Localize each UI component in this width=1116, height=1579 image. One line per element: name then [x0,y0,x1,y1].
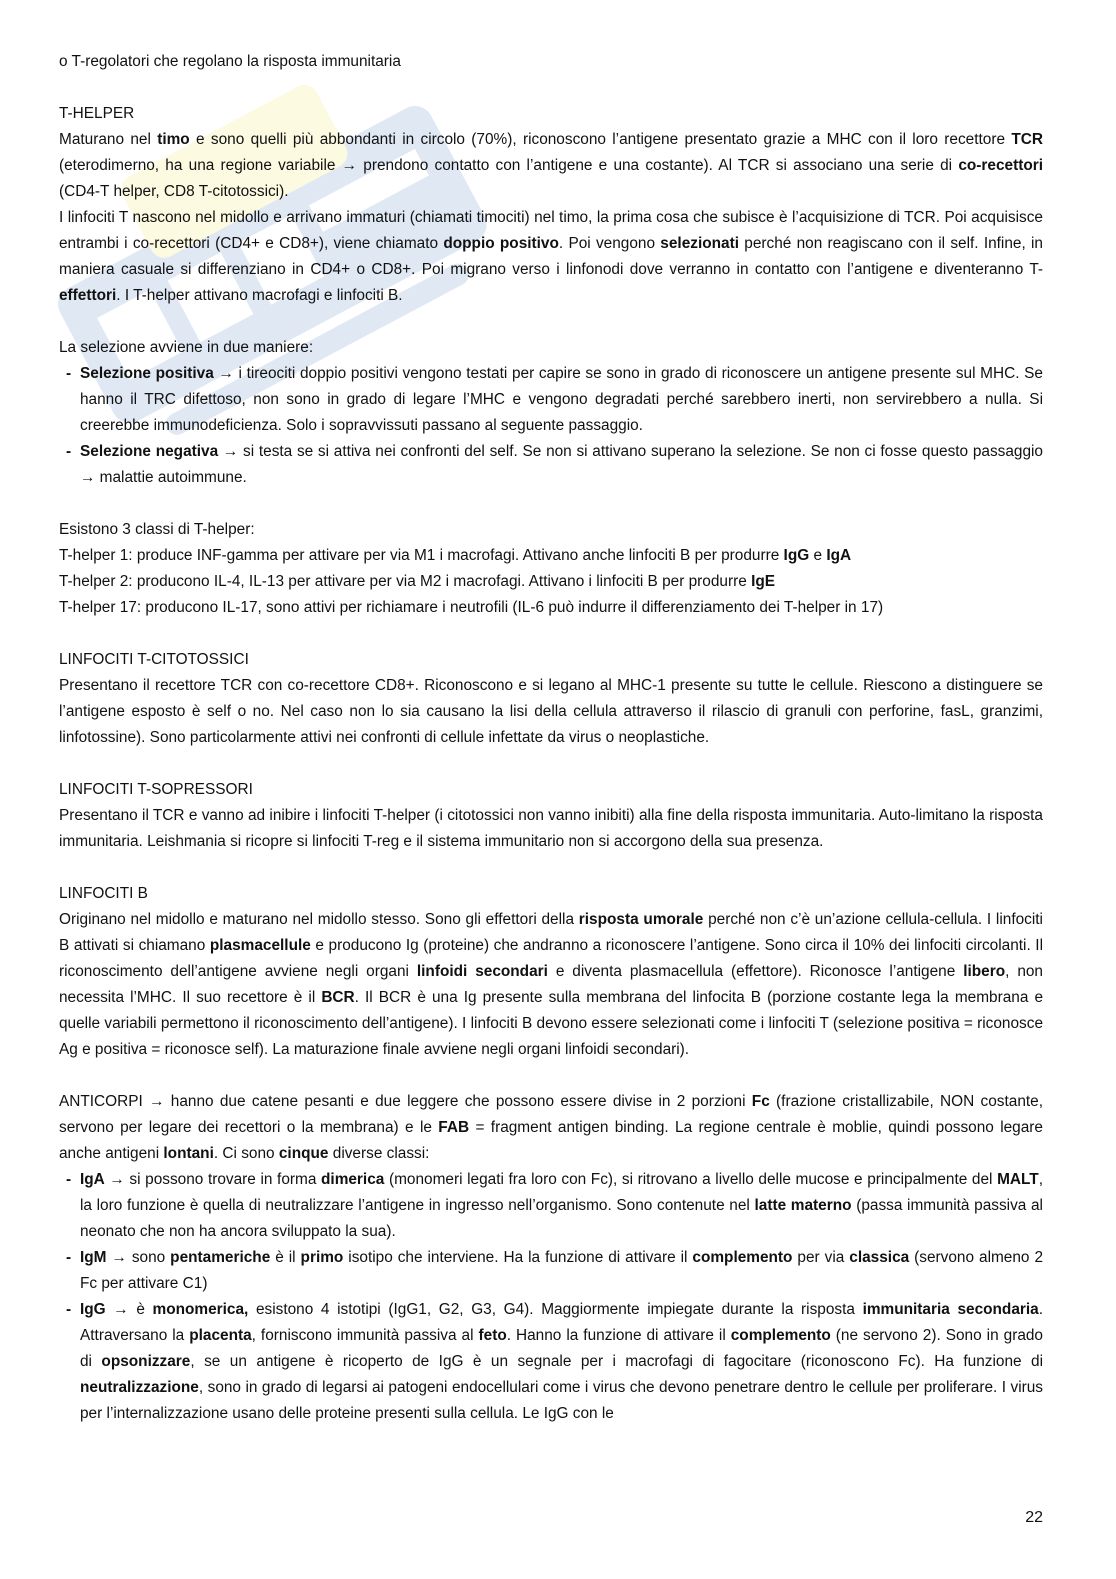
text-run: isotipo che interviene. Ha la funzione di attivare il [343,1249,693,1266]
paragraph [59,777,1043,803]
bold-text: placenta [189,1327,252,1344]
list-item [59,361,1043,439]
bold-text: complemento [692,1249,793,1266]
bold-text: BCR [321,989,355,1006]
text-run: Presentano il TCR e vanno ad inibire i linfociti T-helper (i citotossici non vanno inibiti) alla fine della risposta immunitaria. Auto-limitano la risposta immunitaria. Leishmania si ricopre si linfociti T-reg e il sistema immunitario non si accorgono della sua presenza. [59,807,1043,850]
text-run: perché non reagiscano con il self. Infine, in maniera casuale si differenziano in CD4+ o CD8+. Poi migrano verso i linfonodi dove verranno in contatto con l’antigene e diventeranno T- [59,235,1043,278]
text-run: (monomeri legati fra loro con Fc), si ritrovano a livello delle mucose e principalmente del [384,1171,998,1188]
text-run: T-HELPER [59,105,135,122]
bold-text: IgG [80,1301,106,1318]
text-run: per via [792,1249,850,1266]
bold-text: dimerica [321,1171,385,1188]
text-run: , la loro funzione è quella di neutralizzare l’antigene in ingresso nell’organismo. Sono contenute nel [80,1171,1043,1214]
text-run: . I T-helper attivano macrofagi e linfociti B. [116,287,403,304]
bold-text: IgG [783,547,810,564]
text-run: . Attraversano la [80,1301,1043,1344]
bold-text: FAB [438,1119,470,1136]
bold-text: neutralizzazione [80,1379,199,1396]
text-run: e producono Ig (proteine) che andranno a riconoscere l’antigene. Sono circa il 10% dei linfociti circolanti. Il riconoscimento dell’antigene avviene negli organi [59,937,1043,980]
bold-text: Selezione negativa [80,443,219,460]
text-run: . Il BCR è una Ig presente sulla membrana del linfocita B (porzione costante lega la membrana e quelle variabili permettono il riconoscimento dell’antigene). I linfociti B devono essere selezionati come i linfociti T (selezione positiva = riconosce Ag e positiva = riconosce self). La maturazione finale avviene negli organi linfoidi secondari). [59,989,1044,1058]
page-number: 22 [1025,1509,1043,1526]
list-item [59,1245,1043,1297]
text-run: Originano nel midollo e maturano nel midollo stesso. Sono gli effettori della [59,911,579,928]
bold-text: selezionati [660,235,739,252]
text-run: (eterodimerno, ha una regione variabile → prendono contatto con l’antigene e una costante). Al TCR si associano una serie di [59,157,959,174]
text-run: o T-regolatori che regolano la risposta immunitaria [59,53,401,70]
paragraph [59,881,1043,907]
paragraph-gap [59,1063,1043,1089]
bold-text: Fc [751,1093,770,1110]
paragraph-gap [59,855,1043,881]
text-run: LINFOCITI T-CITOTOSSICI [59,651,249,668]
text-run: (CD4-T helper, CD8 T-citotossici). [59,183,289,200]
text-run: ANTICORPI → hanno due catene pesanti e due leggere che possono essere divise in 2 porzioni [59,1093,752,1110]
text-run: T-helper 17: producono IL-17, sono attivi per richiamare i neutrofili (IL-6 può indurre il differenziamento dei T-helper in 17) [59,599,884,616]
text-run: e [809,547,827,564]
bold-text: IgA [826,547,852,564]
text-run: , forniscono immunità passiva al [251,1327,479,1344]
paragraph [59,205,1043,309]
bold-text: classica [849,1249,910,1266]
bold-text: opsonizzare [101,1353,191,1370]
paragraph-gap [59,621,1043,647]
bold-text: effettori [59,287,117,304]
paragraph [59,127,1043,205]
text-run: (ne servono 2). Sono in grado di [80,1327,1043,1370]
bold-text: IgE [751,573,776,590]
text-run: → si possono trovare in forma [104,1171,322,1188]
bold-text: plasmacellule [209,937,311,954]
bold-text: primo [300,1249,344,1266]
paragraph [59,595,1043,621]
text-run: T-helper 2: producono IL-4, IL-13 per attivare per via M2 i macrofagi. Attivano i linfociti B per produrre [59,573,752,590]
bold-text: MALT [997,1171,1039,1188]
text-run: esistono 4 istotipi (IgG1, G2, G3, G4). Maggiormente impiegate durante la risposta [248,1301,863,1318]
text-run: e sono quelli più abbondanti in circolo (70%), riconoscono l’antigene presentato grazie a MHC con il loro recettore [189,131,1012,148]
bold-text: co-recettori [958,157,1043,174]
text-run: → i tireociti doppio positivi vengono testati per capire se sono in grado di riconoscere un antigene presente sul MHC. Se hanno il TRC difettoso, non sono in grado di legare l’MHC e vengono degradati perché sarebbero inerti, non servirebbero a nulla. Si creerebbe immunodeficienza. Solo i sopravvissuti passano al seguente passaggio. [80,365,1043,434]
paragraph [59,1089,1043,1167]
paragraph [59,517,1043,543]
bold-text: risposta umorale [578,911,704,928]
paragraph [59,907,1043,1063]
paragraph [59,673,1043,751]
text-run: = fragment antigen binding. La regione centrale è moblie, quindi possono legare anche antigeni [59,1119,1043,1162]
text-run: (frazione cristallizabile, NON costante, servono per legare dei recettori o la membrana) e le [59,1093,1043,1136]
bold-text: IgA [80,1171,105,1188]
text-run: I linfociti T nascono nel midollo e arrivano immaturi (chiamati timociti) nel timo, la prima cosa che subisce è l’acquisizione di TCR. Poi acquisisce entrambi i co-recettori (CD4+ e CD8+), viene chiamato [59,209,1043,252]
paragraph [59,647,1043,673]
bold-text: TCR [1011,131,1043,148]
bold-text: lontani [163,1145,214,1162]
bold-text: monomerica, [152,1301,249,1318]
paragraph-gap [59,309,1043,335]
document-body [59,49,1043,1427]
text-run: . Poi vengono [558,235,661,252]
text-run: (servono almeno 2 Fc per attivare C1) [80,1249,1044,1292]
text-run: . Hanno la funzione di attivare il [506,1327,731,1344]
text-run: → è [105,1301,153,1318]
bold-text: feto [478,1327,507,1344]
text-run: e diventa plasmacellula (effettore). Riconosce l’antigene [547,963,964,980]
bold-text: timo [157,131,190,148]
text-run: , non necessita l’MHC. Il suo recettore è il [59,963,1043,1006]
list-item [59,439,1043,491]
bold-text: pentameriche [170,1249,271,1266]
text-run: perché non c’è un’azione cellula-cellula. I linfociti B attivati si chiamano [59,911,1043,954]
text-run: → si testa se si attiva nei confronti del self. Se non si attivano superano la selezione. Se non ci fosse questo passaggio → malattie autoimmune. [80,443,1043,486]
bold-text: complemento [730,1327,831,1344]
text-run: . Ci sono [213,1145,279,1162]
paragraph-gap [59,751,1043,777]
paragraph-gap [59,75,1043,101]
list-item [59,1297,1043,1427]
paragraph [59,803,1043,855]
bold-text: linfoidi secondari [416,963,548,980]
text-run: diverse classi: [328,1145,430,1162]
paragraph [59,569,1043,595]
text-run: Esistono 3 classi di T-helper: [59,521,255,538]
text-run: LINFOCITI B [59,885,148,902]
paragraph [59,335,1043,361]
list-item [59,1167,1043,1245]
text-run: Maturano nel [59,131,158,148]
text-run: T-helper 1: produce INF-gamma per attivare per via M1 i macrofagi. Attivano anche linfociti B per produrre [59,547,784,564]
text-run: La selezione avviene in due maniere: [59,339,314,356]
paragraph [59,101,1043,127]
paragraph [59,543,1043,569]
text-run: Presentano il recettore TCR con co-recettore CD8+. Riconoscono e si legano al MHC-1 presente su tutte le cellule. Riescono a distinguere se l’antigene esposto è self o no. Nel caso non lo sia causano la lisi della cellula attraverso il rilascio di granuli con perforine, fasL, granzimi, linfotossine). Sono particolarmente attivi nei confronti di cellule infettate da virus o neoplastiche. [59,677,1043,746]
text-run: LINFOCITI T-SOPRESSORI [59,781,253,798]
bold-text: IgM [80,1249,107,1266]
text-run: , sono in grado di legarsi ai patogeni endocellulari come i virus che devono penetrare dentro le cellule per proliferare. I virus per l’internalizzazione usano delle proteine presenti sulla cellula. Le IgG con le [80,1379,1043,1422]
bold-text: cinque [278,1145,329,1162]
text-run: , se un antigene è ricoperto de IgG è un segnale per i macrofagi di fagocitare (riconoscono Fc). Ha funzione di [190,1353,1043,1370]
bold-text: doppio positivo [443,235,559,252]
paragraph [59,49,1043,75]
text-run: è il [270,1249,301,1266]
bold-text: latte materno [754,1197,852,1214]
text-run: (passa immunità passiva al neonato che non ha ancora sviluppato la sua). [80,1197,1043,1240]
text-run: → sono [106,1249,171,1266]
bold-text: immunitaria secondaria [862,1301,1039,1318]
bold-text: Selezione positiva [80,365,214,382]
bold-text: libero [963,963,1006,980]
paragraph-gap [59,491,1043,517]
